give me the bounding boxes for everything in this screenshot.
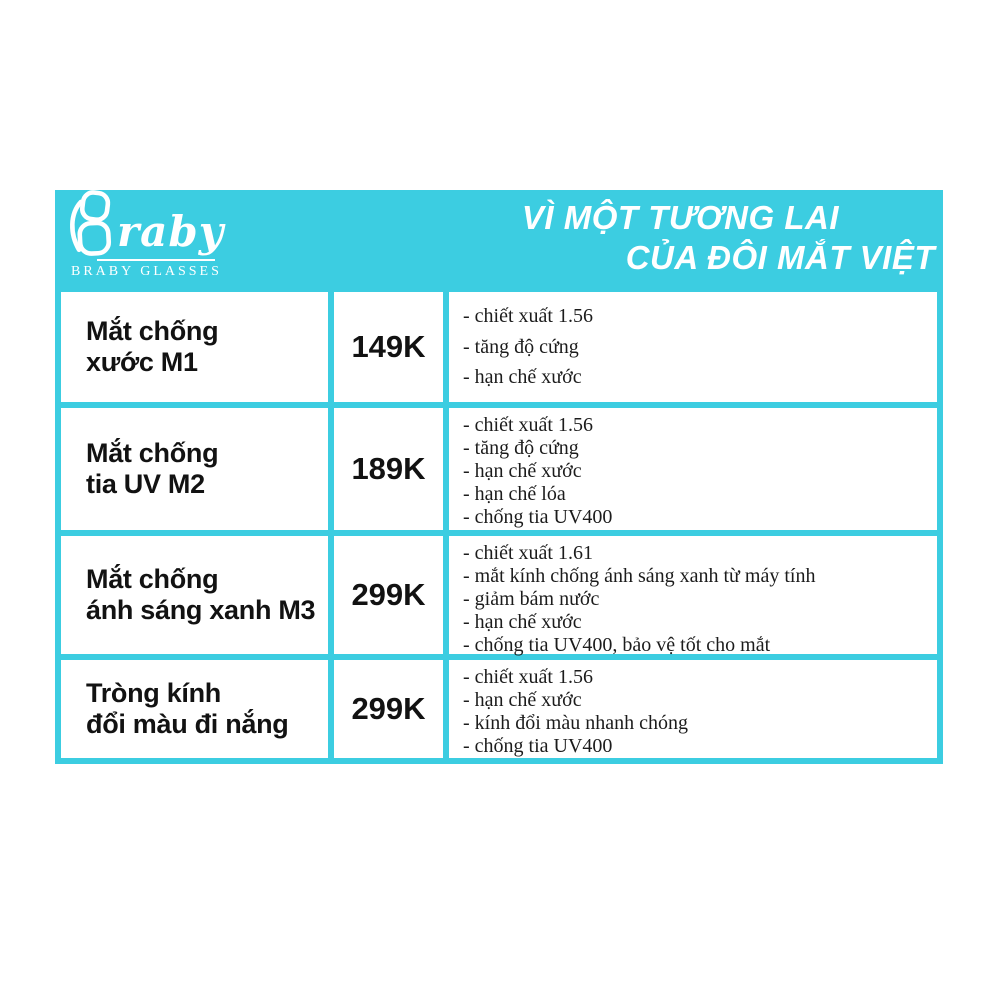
brand-subtitle: BRABY GLASSES — [71, 264, 222, 279]
product-price: 299K — [334, 536, 443, 654]
product-name-line1: Tròng kính — [86, 677, 221, 708]
feature-item: - chống tia UV400 — [463, 506, 613, 528]
feature-item: - hạn chế xước — [463, 611, 582, 633]
feature-item: - giảm bám nước — [463, 588, 600, 610]
brand-script-text: raby — [117, 207, 225, 256]
feature-item: - mắt kính chống ánh sáng xanh từ máy tính — [463, 565, 816, 587]
product-name-line1: Mắt chống — [86, 315, 219, 346]
product-name — [61, 536, 328, 654]
feature-item: - chiết xuất 1.61 — [463, 542, 593, 564]
panel — [55, 190, 943, 764]
feature-item: - hạn chế xước — [463, 460, 582, 482]
product-features — [449, 408, 937, 530]
feature-item: - hạn chế xước — [463, 689, 582, 711]
feature-item: - chiết xuất 1.56 — [463, 305, 593, 328]
logo-divider — [97, 259, 215, 261]
product-features — [449, 660, 937, 758]
glasses-b-icon — [67, 189, 115, 253]
feature-item: - chiết xuất 1.56 — [463, 414, 593, 436]
product-name-line2: ánh sáng xanh M3 — [86, 595, 316, 625]
product-name-line2: tia UV M2 — [86, 469, 205, 499]
product-name-line2: đổi màu đi nắng — [86, 709, 289, 739]
feature-item: - hạn chế lóa — [463, 483, 566, 505]
feature-item: - kính đổi màu nhanh chóng — [463, 712, 688, 734]
feature-item: - tăng độ cứng — [463, 335, 579, 358]
feature-item: - chống tia UV400, bảo vệ tốt cho mắt — [463, 634, 771, 656]
slogan-line-2: CỦA ĐÔI MẮT VIỆT — [625, 239, 935, 276]
product-name — [61, 292, 328, 402]
product-price: 149K — [334, 292, 443, 402]
product-name-line2: xước M1 — [86, 347, 198, 377]
header-band — [55, 190, 943, 286]
price-table — [55, 286, 943, 764]
product-features — [449, 292, 937, 402]
product-price: 189K — [334, 408, 443, 530]
product-name — [61, 660, 328, 758]
feature-item: - chiết xuất 1.56 — [463, 666, 593, 688]
product-name — [61, 408, 328, 530]
product-features — [449, 536, 937, 654]
feature-item: - tăng độ cứng — [463, 437, 579, 459]
feature-item: - hạn chế xước — [463, 365, 582, 388]
feature-item: - chống tia UV400 — [463, 735, 613, 757]
brand-logo — [55, 190, 224, 286]
slogan — [522, 198, 943, 277]
product-name-line1: Mắt chống — [86, 563, 219, 594]
brand-logo-row — [67, 195, 225, 256]
product-name-line1: Mắt chống — [86, 437, 219, 468]
slogan-line-1: VÌ MỘT TƯƠNG LAI — [521, 199, 839, 237]
product-price: 299K — [334, 660, 443, 758]
